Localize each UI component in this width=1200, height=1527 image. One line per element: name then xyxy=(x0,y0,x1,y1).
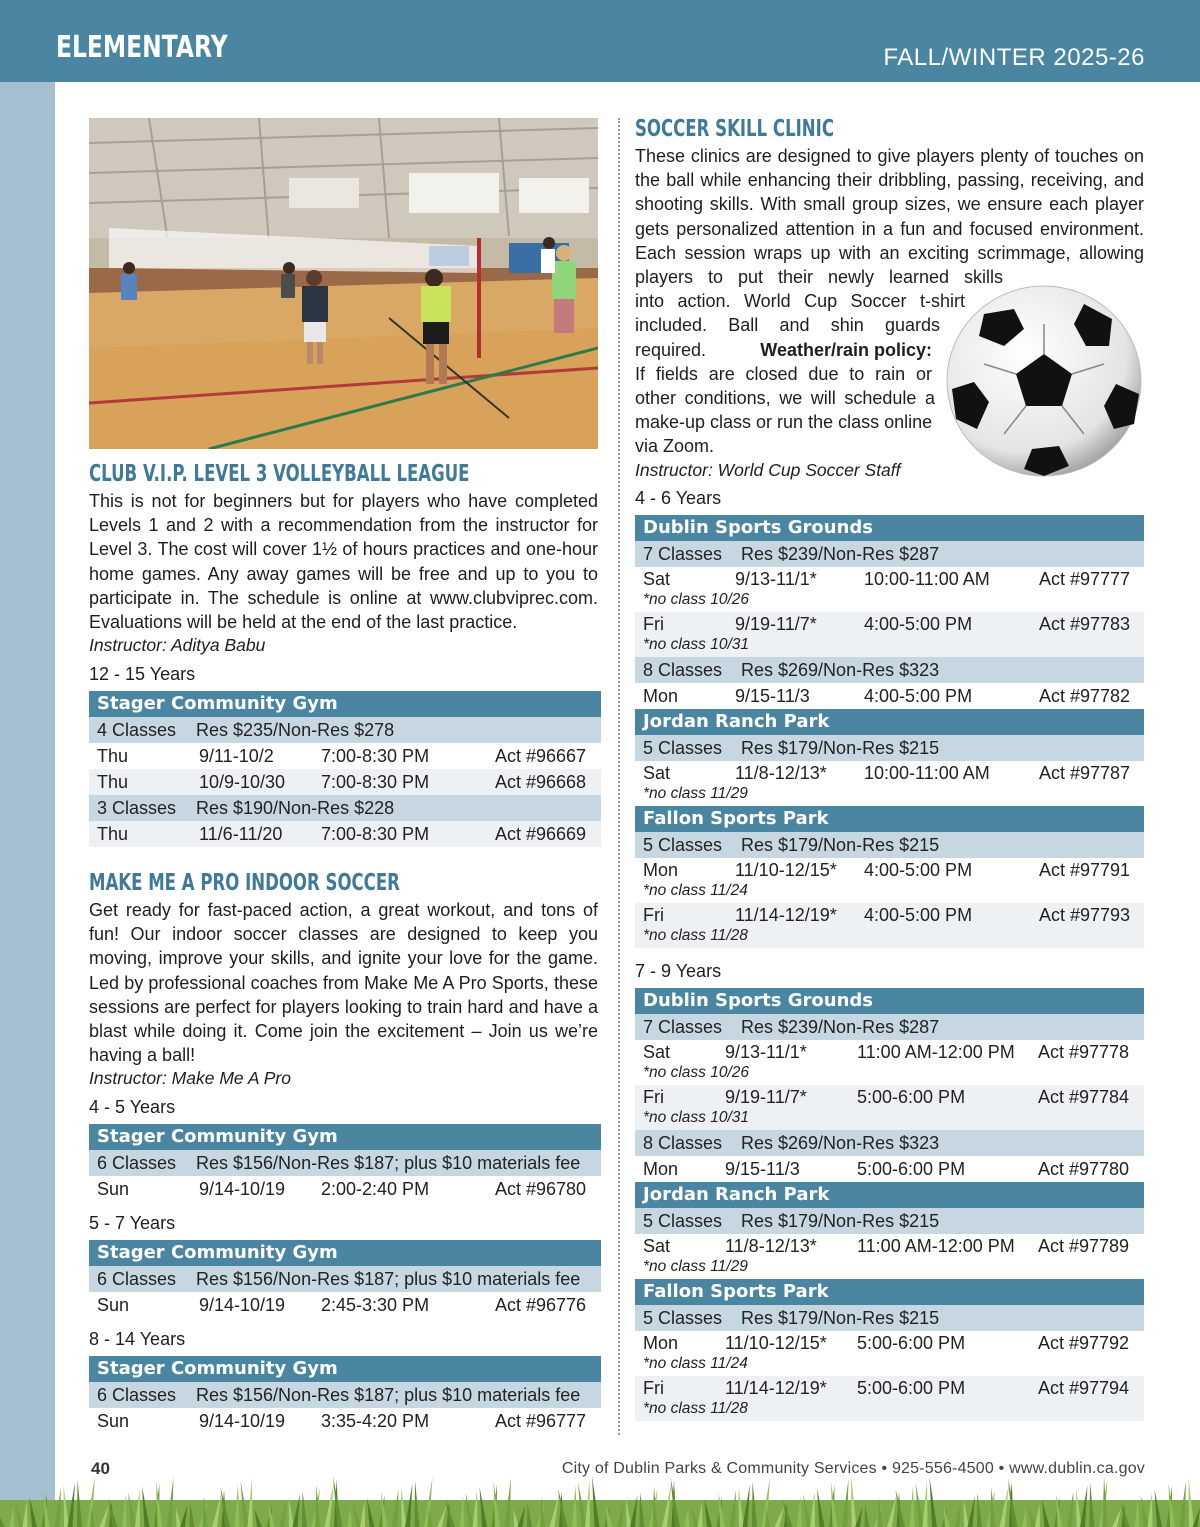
activity-number: Act #96667 xyxy=(495,746,587,766)
volleyball-description: This is not for beginners but for players who have completed Levels 1 and 2 with a recommendation from the instructor for Level 3. The cost will cover 1½ of hours practices and one-hour home games. Any away games will be free and up to you to participate in. The schedule is online at www.clubviprec.com. Evaluations will be held at the end of the last practice. xyxy=(89,491,598,633)
clinic-desc-line: shooting skills. With small group sizes, we ensure each player xyxy=(635,194,1144,215)
price-row xyxy=(89,795,601,821)
schedule-row xyxy=(635,567,1144,612)
time: 7:00-8:30 PM xyxy=(321,824,430,844)
price-row xyxy=(89,1266,601,1292)
day: Mon xyxy=(643,1159,679,1179)
schedule-row xyxy=(89,1176,601,1202)
time: 4:00-5:00 PM xyxy=(864,860,973,880)
clinic-desc-line: These clinics are designed to give players plenty of touches on xyxy=(635,146,1144,166)
activity-number: Act #96669 xyxy=(495,824,587,844)
no-class-note: *no class 11/28 xyxy=(643,927,748,944)
activity-number: Act #97791 xyxy=(1039,860,1131,880)
fee: Res $179/Non-Res $215 xyxy=(741,1308,940,1328)
policy-prefix: required. xyxy=(635,339,707,360)
price-row xyxy=(635,657,1144,683)
indoor-schedule-table xyxy=(89,1124,601,1202)
volleyball-instructor: Instructor: Aditya Babu xyxy=(89,635,266,655)
fee: Res $235/Non-Res $278 xyxy=(196,720,395,740)
dates: 9/14-10/19 xyxy=(199,1295,286,1315)
activity-number: Act #97778 xyxy=(1038,1042,1130,1062)
clinic-desc-line: other conditions, we will schedule a xyxy=(635,388,935,409)
location-header: Jordan Ranch Park xyxy=(635,709,1144,735)
no-class-note: *no class 10/31 xyxy=(643,1109,749,1126)
section-label: ELEMENTARY xyxy=(56,30,228,65)
time: 2:45-3:30 PM xyxy=(321,1295,430,1315)
volleyball-age-range: 12 - 15 Years xyxy=(89,664,196,684)
class-count: 3 Classes xyxy=(97,798,177,818)
no-class-note: *no class 10/31 xyxy=(643,636,749,653)
day: Sat xyxy=(643,569,671,589)
activity-number: Act #97782 xyxy=(1039,686,1131,706)
fee: Res $179/Non-Res $215 xyxy=(741,835,940,855)
day: Sat xyxy=(643,1042,671,1062)
dates: 11/10-12/15* xyxy=(735,860,837,880)
time: 5:00-6:00 PM xyxy=(857,1087,966,1107)
dates: 9/14-10/19 xyxy=(199,1179,286,1199)
day: Thu xyxy=(97,824,129,844)
dates: 11/10-12/15* xyxy=(725,1333,827,1353)
price-row xyxy=(635,1305,1144,1331)
activity-number: Act #97792 xyxy=(1038,1333,1130,1353)
location-header: Fallon Sports Park xyxy=(635,806,1144,832)
page-number: 40 xyxy=(91,1459,110,1478)
fee: Res $239/Non-Res $287 xyxy=(741,1017,940,1037)
dates: 9/19-11/7* xyxy=(735,614,817,634)
no-class-note: *no class 11/24 xyxy=(643,1355,748,1372)
activity-number: Act #97787 xyxy=(1039,763,1131,783)
time: 5:00-6:00 PM xyxy=(857,1378,966,1398)
fee: Res $156/Non-Res $187; plus $10 materials fee xyxy=(196,1153,581,1173)
class-count: 6 Classes xyxy=(97,1153,177,1173)
season-label: FALL/WINTER 2025-26 xyxy=(883,44,1145,71)
location-header: Dublin Sports Grounds xyxy=(635,988,1144,1014)
price-row xyxy=(635,1014,1144,1040)
indoor-schedule-table xyxy=(89,1356,601,1434)
schedule-row xyxy=(635,1234,1144,1279)
dates: 11/8-12/13* xyxy=(735,763,827,783)
footer-contact: City of Dublin Parks & Community Services • 925-556-4500 • www.dublin.ca.gov xyxy=(561,1460,1145,1477)
fee: Res $156/Non-Res $187; plus $10 materials fee xyxy=(196,1385,581,1405)
class-count: 7 Classes xyxy=(643,1017,723,1037)
age-range: 5 - 7 Years xyxy=(89,1213,176,1233)
day: Thu xyxy=(97,772,129,792)
time: 5:00-6:00 PM xyxy=(857,1333,966,1353)
time: 7:00-8:30 PM xyxy=(321,746,430,766)
day: Sun xyxy=(97,1411,130,1431)
age-range: 4 - 6 Years xyxy=(635,488,722,508)
clinic-desc-line: included. Ball and shin guards xyxy=(635,315,940,336)
activity-number: Act #97784 xyxy=(1038,1087,1130,1107)
dates: 9/19-11/7* xyxy=(725,1087,807,1107)
location-header: Stager Community Gym xyxy=(89,1240,601,1266)
price-row xyxy=(635,832,1144,858)
clinic-desc-line: the ball while enhancing their dribbling, passing, receiving, and xyxy=(635,170,1144,191)
schedule-row xyxy=(635,1376,1144,1421)
fee: Res $269/Non-Res $323 xyxy=(741,660,940,680)
location-header: Fallon Sports Park xyxy=(635,1279,1144,1305)
schedule-row xyxy=(89,1408,601,1434)
day: Sun xyxy=(97,1179,130,1199)
dates: 9/11-10/2 xyxy=(199,746,274,766)
time: 11:00 AM-12:00 PM xyxy=(857,1236,1015,1256)
day: Fri xyxy=(643,1378,664,1398)
schedule-row xyxy=(635,683,1144,709)
time: 7:00-8:30 PM xyxy=(321,772,430,792)
schedule-row xyxy=(89,769,601,795)
activity-number: Act #97793 xyxy=(1039,905,1131,925)
price-row xyxy=(635,541,1144,567)
fee: Res $269/Non-Res $323 xyxy=(741,1133,940,1153)
class-count: 4 Classes xyxy=(97,720,177,740)
dates: 9/13-11/1* xyxy=(725,1042,807,1062)
day: Mon xyxy=(643,686,679,706)
grass-decoration xyxy=(0,1470,1200,1527)
weather-policy-line xyxy=(635,338,932,362)
dates: 11/14-12/19* xyxy=(735,905,837,925)
price-row xyxy=(89,1382,601,1408)
schedule-row xyxy=(89,1292,601,1318)
volleyball-schedule-table xyxy=(89,691,601,847)
schedule-row xyxy=(635,858,1144,903)
class-count: 5 Classes xyxy=(643,835,723,855)
location-header: Stager Community Gym xyxy=(89,1124,601,1150)
fee: Res $179/Non-Res $215 xyxy=(741,1211,940,1231)
dates: 11/14-12/19* xyxy=(725,1378,827,1398)
activity-number: Act #97780 xyxy=(1038,1159,1130,1179)
time: 4:00-5:00 PM xyxy=(864,905,973,925)
location-header: Jordan Ranch Park xyxy=(635,1182,1144,1208)
soccer-ball-image xyxy=(944,284,1144,479)
dates: 9/15-11/3 xyxy=(735,686,810,706)
fee: Res $239/Non-Res $287 xyxy=(741,544,940,564)
day: Sat xyxy=(643,763,671,783)
class-count: 5 Classes xyxy=(643,1211,723,1231)
dates: 9/15-11/3 xyxy=(725,1159,800,1179)
clinic-schedule-table xyxy=(635,988,1144,1421)
activity-number: Act #97794 xyxy=(1038,1378,1130,1398)
schedule-row xyxy=(89,821,601,847)
class-count: 6 Classes xyxy=(97,1269,177,1289)
class-count: 7 Classes xyxy=(643,544,723,564)
location-header: Stager Community Gym xyxy=(89,1356,601,1382)
activity-number: Act #96668 xyxy=(495,772,587,792)
column-divider xyxy=(618,118,620,1435)
clinic-desc-line: If fields are closed due to rain or xyxy=(635,363,932,384)
day: Sat xyxy=(643,1236,671,1256)
schedule-row xyxy=(635,612,1144,657)
price-row xyxy=(635,1130,1144,1156)
class-count: 6 Classes xyxy=(97,1385,177,1405)
no-class-note: *no class 10/26 xyxy=(643,591,749,608)
clinic-desc-line: into action. World Cup Soccer t-shirt xyxy=(635,291,965,312)
clinic-schedule-table xyxy=(635,515,1144,948)
volleyball-title: CLUB V.I.P. LEVEL 3 VOLLEYBALL LEAGUE xyxy=(89,461,470,487)
indoor-schedule-table xyxy=(89,1240,601,1318)
activity-number: Act #97777 xyxy=(1039,569,1131,589)
time: 10:00-11:00 AM xyxy=(864,763,990,783)
day: Mon xyxy=(643,860,679,880)
class-count: 8 Classes xyxy=(643,660,723,680)
price-row xyxy=(89,717,601,743)
time: 4:00-5:00 PM xyxy=(864,614,973,634)
activity-number: Act #97789 xyxy=(1038,1236,1130,1256)
activity-number: Act #97783 xyxy=(1039,614,1131,634)
dates: 11/6-11/20 xyxy=(199,824,283,844)
dates: 11/8-12/13* xyxy=(725,1236,817,1256)
activity-number: Act #96780 xyxy=(495,1179,587,1199)
no-class-note: *no class 10/26 xyxy=(643,1064,749,1081)
fee: Res $179/Non-Res $215 xyxy=(741,738,940,758)
day: Sun xyxy=(97,1295,130,1315)
time: 2:00-2:40 PM xyxy=(321,1179,430,1199)
day: Mon xyxy=(643,1333,679,1353)
volleyball-gym-photo xyxy=(89,118,598,449)
no-class-note: *no class 11/28 xyxy=(643,1400,748,1417)
fee: Res $156/Non-Res $187; plus $10 materials fee xyxy=(196,1269,581,1289)
clinic-desc-line: players to put their newly learned skills xyxy=(635,267,1003,288)
fee: Res $190/Non-Res $228 xyxy=(196,798,395,818)
no-class-note: *no class 11/29 xyxy=(643,785,748,802)
dates: 9/13-11/1* xyxy=(735,569,817,589)
age-range: 7 - 9 Years xyxy=(635,961,722,981)
class-count: 8 Classes xyxy=(643,1133,723,1153)
price-row xyxy=(635,1208,1144,1234)
activity-number: Act #96776 xyxy=(495,1295,587,1315)
schedule-row xyxy=(89,743,601,769)
clinic-desc-line: via Zoom. xyxy=(635,436,715,457)
clinic-desc-line: make-up class or run the class online xyxy=(635,412,933,433)
schedule-row xyxy=(635,1040,1144,1085)
time: 5:00-6:00 PM xyxy=(857,1159,966,1179)
time: 4:00-5:00 PM xyxy=(864,686,973,706)
indoor-soccer-instructor: Instructor: Make Me A Pro xyxy=(89,1068,291,1088)
location-header: Dublin Sports Grounds xyxy=(635,515,1144,541)
class-count: 5 Classes xyxy=(643,738,723,758)
schedule-row xyxy=(635,1331,1144,1376)
day: Fri xyxy=(643,905,664,925)
schedule-row xyxy=(635,903,1144,948)
schedule-row xyxy=(635,1085,1144,1130)
time: 11:00 AM-12:00 PM xyxy=(857,1042,1015,1062)
weather-policy-label: Weather/rain policy: xyxy=(760,339,932,360)
day: Thu xyxy=(97,746,129,766)
location-header: Stager Community Gym xyxy=(89,691,601,717)
no-class-note: *no class 11/24 xyxy=(643,882,748,899)
clinic-desc-line: Each session wraps up with an exciting scrimmage, allowing xyxy=(635,242,1144,263)
activity-number: Act #96777 xyxy=(495,1411,587,1431)
age-range: 4 - 5 Years xyxy=(89,1097,176,1117)
class-count: 5 Classes xyxy=(643,1308,723,1328)
age-range: 8 - 14 Years xyxy=(89,1329,186,1349)
side-bar xyxy=(0,82,55,1527)
day: Fri xyxy=(643,1087,664,1107)
day: Fri xyxy=(643,614,664,634)
clinic-instructor: Instructor: World Cup Soccer Staff xyxy=(635,460,901,480)
no-class-note: *no class 11/29 xyxy=(643,1258,748,1275)
price-row xyxy=(89,1150,601,1176)
time: 10:00-11:00 AM xyxy=(864,569,990,589)
time: 3:35-4:20 PM xyxy=(321,1411,430,1431)
schedule-row xyxy=(635,761,1144,806)
dates: 10/9-10/30 xyxy=(199,772,286,792)
clinic-title: SOCCER SKILL CLINIC xyxy=(635,116,834,142)
clinic-desc-line: gets personalized attention in a fun and focused environment. xyxy=(635,218,1144,239)
indoor-soccer-title: MAKE ME A PRO INDOOR SOCCER xyxy=(89,870,400,896)
indoor-soccer-description: Get ready for fast-paced action, a great workout, and tons of fun! Our indoor soccer classes are designed to keep you moving, improve your skills, and ignite your love for the game. Led by professional coaches from Make Me A Pro Sports, these sessions are perfect for players looking to train hard and have a blast while doing it. Come join the excitement – Join us we’re having a ball! xyxy=(89,900,598,1066)
price-row xyxy=(635,735,1144,761)
schedule-row xyxy=(635,1156,1144,1182)
dates: 9/14-10/19 xyxy=(199,1411,286,1431)
